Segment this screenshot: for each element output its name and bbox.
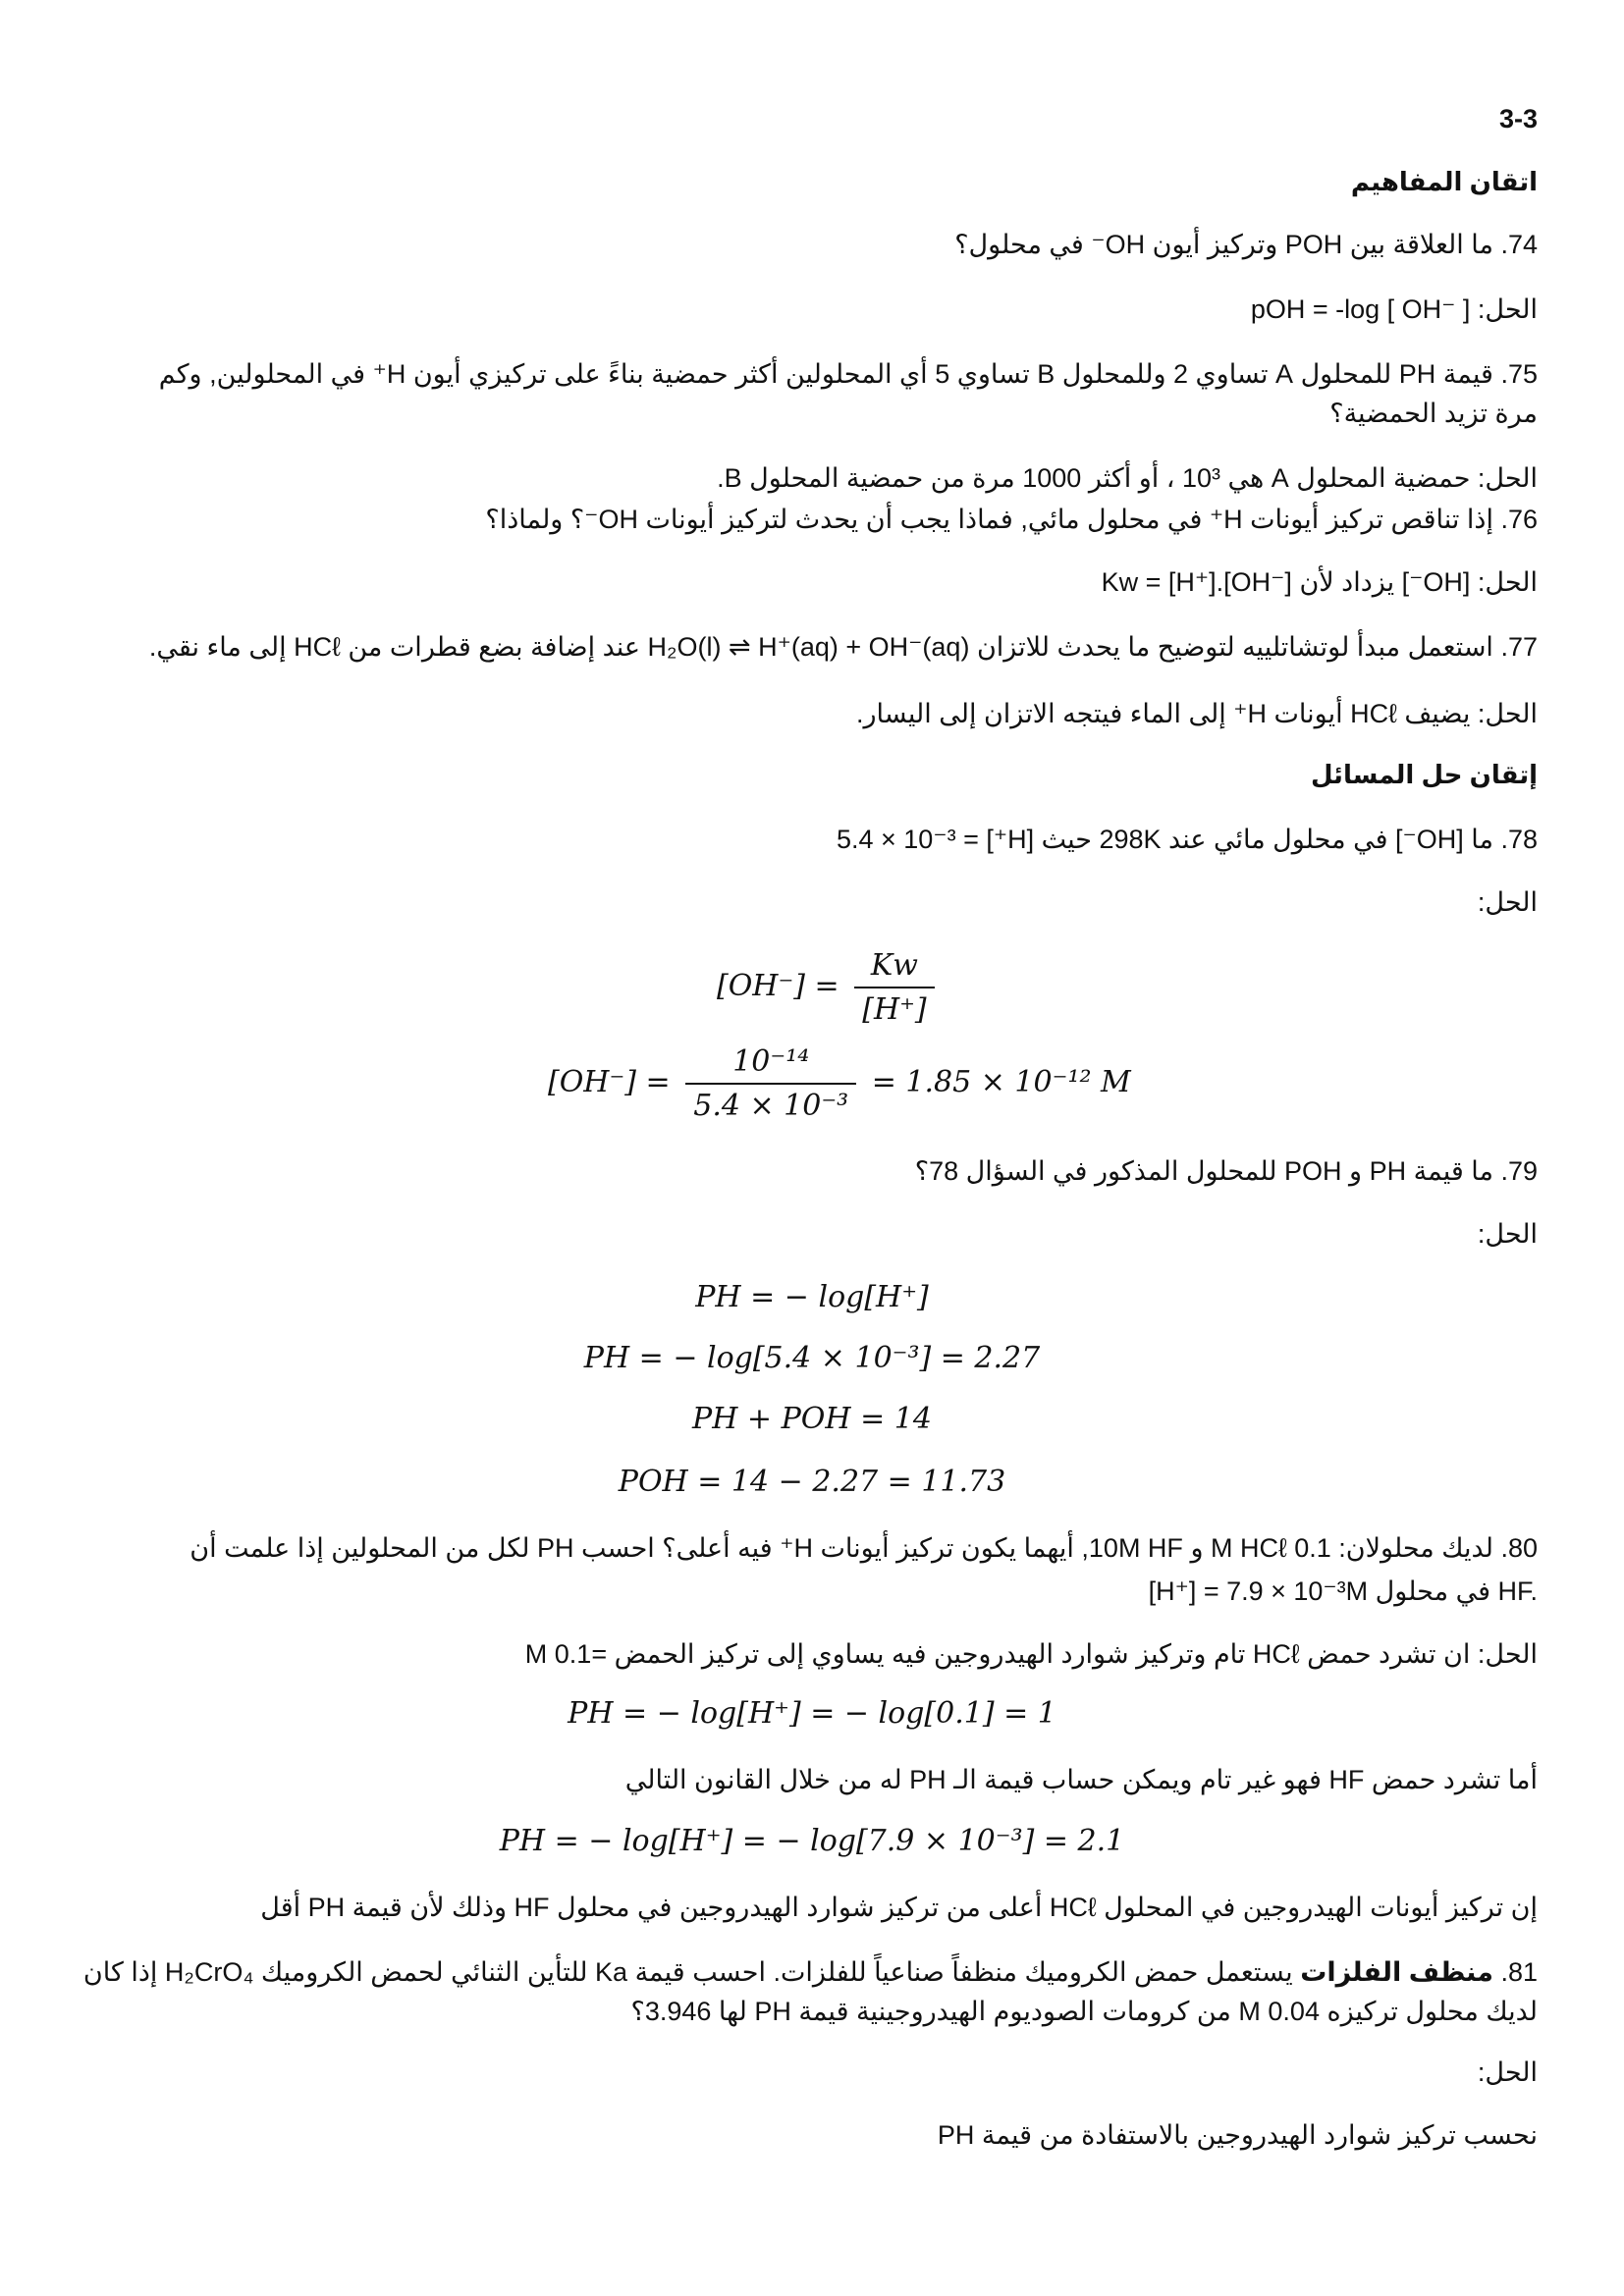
solution-label-78: الحل: xyxy=(1477,887,1538,917)
equation-79-4: POH = 14 − 2.27 = 11.73 xyxy=(618,1465,1006,1499)
question-81-line1-rest: يستعمل حمض الكروميك منظفاً صناعياً للفلزات. احسب قيمة Ka للتأين الثنائي لحمض الكروميك H₂CrO₄ إذا كان xyxy=(82,1957,1293,1987)
equation-78-1 xyxy=(717,948,941,1027)
question-78: 78. ما [OH⁻] في محلول مائي عند 298K حيث [H⁺] = 5.4 × 10⁻³ xyxy=(836,825,1538,854)
solution-label-79: الحل: xyxy=(1477,1219,1538,1249)
solution-label-81: الحل: xyxy=(1477,2057,1538,2087)
question-75-line2: مرة تزيد الحمضية؟ xyxy=(1329,399,1538,428)
answer-81-line1: نحسب تركيز شوارد الهيدروجين بالاستفادة من قيمة PH xyxy=(937,2120,1538,2150)
eq78-2-lhs: [OH⁻] = xyxy=(548,1065,671,1099)
equation-78-2 xyxy=(548,1044,1131,1123)
eq78-2-denominator: 5.4 × 10⁻³ xyxy=(693,1089,849,1123)
equation-79-1: PH = − log[H⁺] xyxy=(695,1280,929,1314)
equation-79-3: PH + POH = 14 xyxy=(692,1402,932,1436)
answer-80-line1: الحل: ان تشرد حمض HCℓ تام وتركيز شوارد الهيدروجين فيه يساوي إلى تركيز الحمض =M 0.1 xyxy=(524,1639,1538,1669)
answer-77: الحل: يضيف HCℓ أيونات H⁺ إلى الماء فيتجه الاتزان إلى اليسار. xyxy=(856,699,1538,728)
question-81-number: 81. xyxy=(1500,1957,1538,1987)
question-75-line1: 75. قيمة PH للمحلول A تساوي 2 وللمحلول B تساوي 5 أي المحلولين أكثر حمضية بناءً على تركيزي أيون H⁺ في المحلولين, وكم xyxy=(158,359,1538,389)
question-74: 74. ما العلاقة بين POH وتركيز أيون OH⁻ في محلول؟ xyxy=(954,230,1538,259)
answer-75: الحل: حمضية المحلول A هي 10³ ، أو أكثر 1000 مرة من حمضية المحلول B. xyxy=(717,463,1538,493)
eq78-2-rhs: = 1.85 × 10⁻¹² M xyxy=(871,1065,1131,1099)
answer-76: الحل: [OH⁻] يزداد لأن Kw = [H⁺].[OH⁻] xyxy=(1101,567,1538,597)
answer-80-line3: إن تركيز أيونات الهيدروجين في المحلول HCℓ أعلى من تركيز شوارد الهيدروجين في محلول HF وذلك لأن قيمة PH أقل xyxy=(260,1893,1538,1922)
question-81-line1 xyxy=(82,1955,1538,1989)
question-80-line2: [H⁺] = 7.9 × 10⁻³M في محلول HF. xyxy=(1148,1576,1538,1606)
answer-80-line2: أما تشرد حمض HF فهو غير تام ويمكن حساب قيمة الـ PH له من خلال القانون التالي xyxy=(624,1765,1538,1794)
heading-problems: إتقان حل المسائل xyxy=(1310,760,1538,789)
question-81-line2: لديك محلول تركيزه 0.04 M من كرومات الصوديوم الهيدروجينية قيمة PH لها 3.946؟ xyxy=(630,1997,1538,2026)
eq78-1-numerator: Kw xyxy=(854,948,934,988)
eq78-1-denominator: [H⁺] xyxy=(862,992,927,1027)
section-number: 3-3 xyxy=(1498,104,1538,133)
question-77: 77. استعمل مبدأ لوتشاتلييه لتوضيح ما يحدث للاتزان H₂O(l) ⇌ H⁺(aq) + OH⁻(aq) عند إضافة بضع قطرات من HCℓ إلى ماء نقي. xyxy=(148,632,1538,662)
equation-80-1: PH = − log[H⁺] = − log[0.1] = 1 xyxy=(568,1696,1056,1731)
question-79: 79. ما قيمة PH و POH للمحلول المذكور في السؤال 78؟ xyxy=(914,1156,1538,1186)
equation-79-2: PH = − log[5.4 × 10⁻³] = 2.27 xyxy=(583,1341,1041,1375)
eq78-1-lhs: [OH⁻] = xyxy=(717,969,839,1003)
question-80-line1: 80. لديك محلولان: 0.1 M HCℓ و 10M HF, أيهما يكون تركيز أيونات H⁺ فيه أعلى؟ احسب PH لكل من المحلولين إذا علمت أن xyxy=(189,1533,1538,1563)
heading-concepts: اتقان المفاهيم xyxy=(1350,167,1538,196)
equation-80-2: PH = − log[H⁺] = − log[7.9 × 10⁻³] = 2.1 xyxy=(499,1824,1125,1858)
eq78-1-fraction xyxy=(854,948,934,1027)
eq78-2-numerator: 10⁻¹⁴ xyxy=(685,1044,856,1085)
eq78-2-fraction xyxy=(685,1044,856,1123)
question-76: 76. إذا تناقص تركيز أيونات H⁺ في محلول مائي, فماذا يجب أن يحدث لتركيز أيونات OH⁻؟ ولماذا؟ xyxy=(485,505,1538,534)
answer-74: الحل: pOH = -log [ OH⁻ ] xyxy=(1250,294,1538,324)
question-81-bold-term: منظف الفلزات xyxy=(1300,1957,1493,1987)
